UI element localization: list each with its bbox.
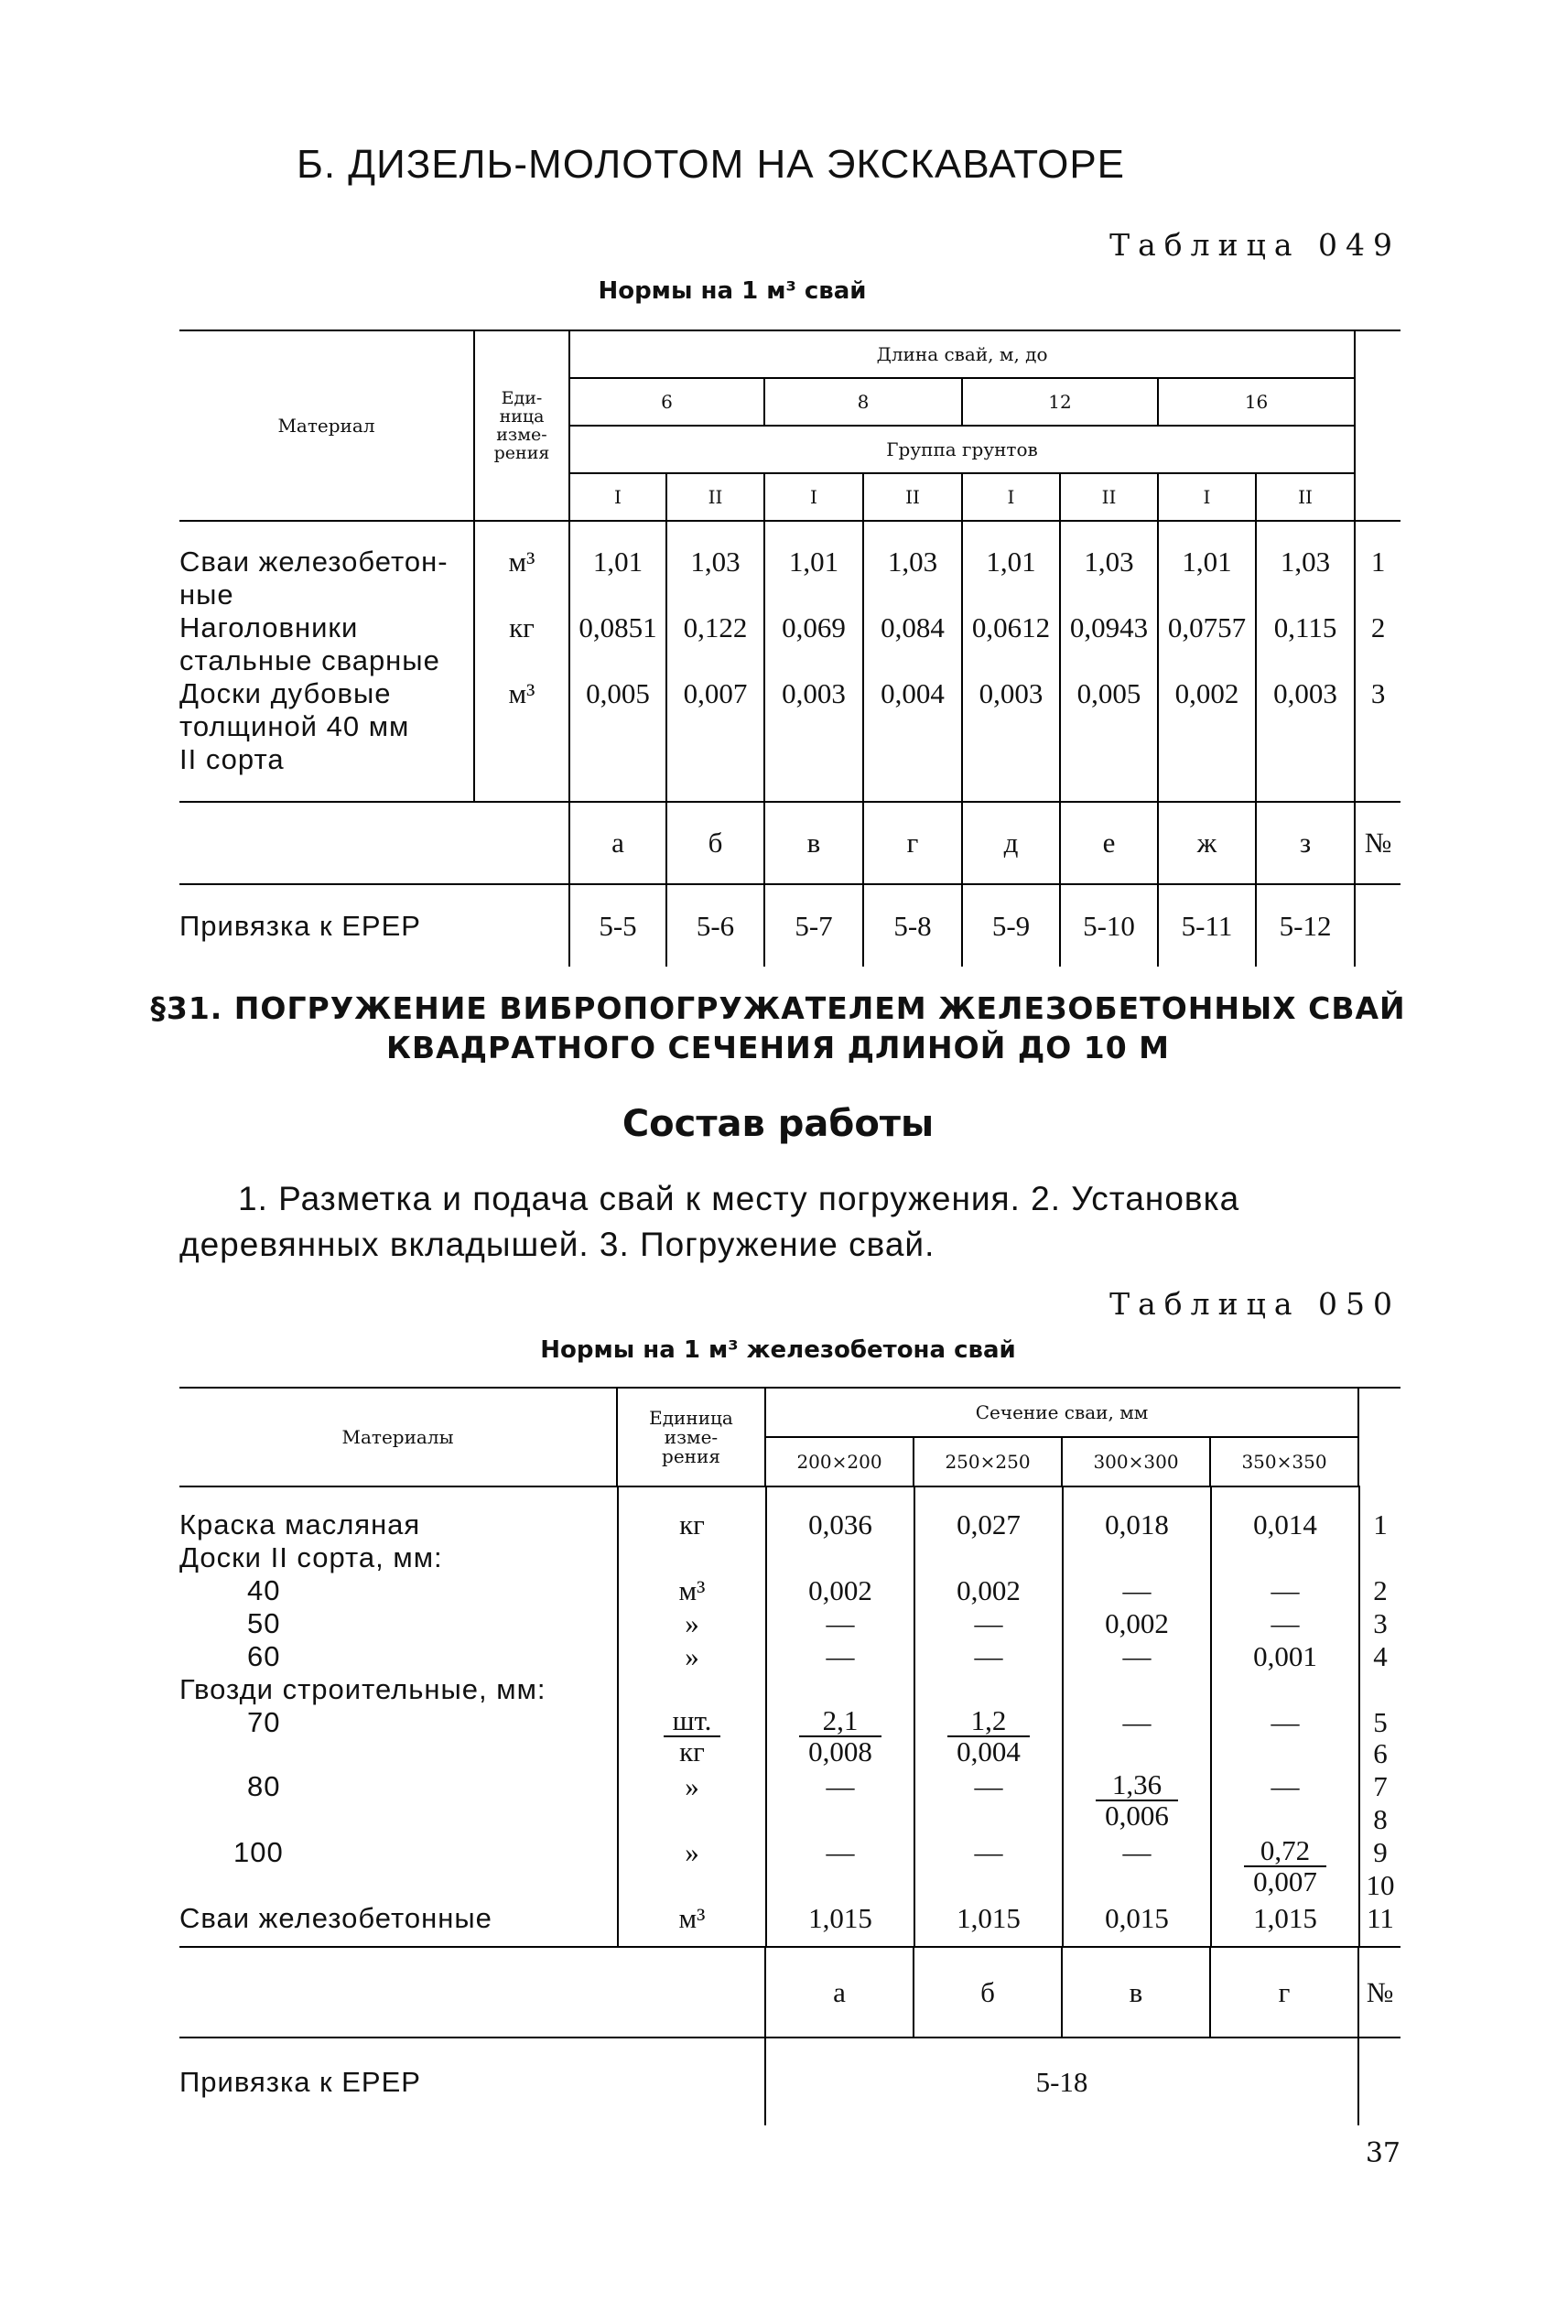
header-length: Длина свай, м, до [569, 330, 1355, 378]
number-sign: № [1355, 802, 1400, 884]
column-letter: а [765, 1948, 914, 2038]
section-31-title-line1: §31. ПОГРУЖЕНИЕ ВИБРОПОГРУЖАТЕЛЕМ ЖЕЛЕЗОБЕТОННЫХ СВАЙ [150, 990, 1406, 1026]
value-cell: — [826, 1607, 855, 1639]
link-code: 5-11 [1158, 884, 1256, 967]
column-letter: е [1060, 802, 1158, 884]
row-number: 2 [1355, 611, 1400, 677]
group-cell: II [1256, 473, 1355, 521]
value-cell: 0,122 [666, 611, 764, 677]
material-name: Наголовники стальные сварные [179, 611, 474, 677]
material-line: 100 [233, 1836, 284, 1868]
value-cell: — [1271, 1574, 1300, 1606]
section-31-title-line2: КВАДРАТНОГО СЕЧЕНИЯ ДЛИНОЙ ДО 10 М [385, 1030, 1171, 1065]
fraction-numerator: 2,1 [799, 1706, 881, 1737]
link-label: Привязка к ЕРЕР [179, 2065, 421, 2098]
value-cell: — [974, 1836, 1003, 1868]
value-cell: — [1122, 1640, 1152, 1672]
link-code: 5-9 [962, 884, 1060, 967]
value-cell: — [1271, 1706, 1300, 1738]
value-cell: — [826, 1770, 855, 1802]
row-number: 1 [1373, 1508, 1388, 1540]
value-cell: 0,001 [1253, 1640, 1317, 1672]
header-section: Сечение сваи, мм [765, 1388, 1358, 1437]
column-letter: д [962, 802, 1060, 884]
value-cell: — [1271, 1607, 1300, 1639]
section-size: 300×300 [1062, 1437, 1210, 1486]
row-number: 2 [1373, 1574, 1388, 1606]
value-cell: — [974, 1640, 1003, 1672]
table-050-footer [179, 1948, 1400, 2125]
value-cell: — [826, 1836, 855, 1868]
section-size: 250×250 [914, 1437, 1062, 1486]
table-049 [179, 330, 1400, 967]
length-12: 12 [962, 378, 1158, 426]
value-cell: 0,015 [1105, 1902, 1169, 1934]
unit-cell: м³ [474, 521, 569, 611]
group-cell: I [764, 473, 863, 521]
value-cell: 0,0612 [962, 611, 1060, 677]
value-cell: 0,036 [808, 1508, 872, 1540]
value-cell: 0,003 [962, 677, 1060, 802]
value-cell: 0,005 [569, 677, 666, 802]
material-line: 50 [247, 1607, 281, 1639]
section-size: 350×350 [1210, 1437, 1358, 1486]
unit-cell: » [685, 1607, 699, 1639]
column-letter: ж [1158, 802, 1256, 884]
value-cell: — [1122, 1706, 1152, 1738]
row-number: 11 [1367, 1902, 1394, 1934]
row-number: 5 [1373, 1706, 1388, 1738]
section-heading-b: Б. ДИЗЕЛЬ-МОЛОТОМ НА ЭКСКАВАТОРЕ [296, 142, 1126, 187]
value-cell: 0,002 [1158, 677, 1256, 802]
value-cell: 0,0757 [1158, 611, 1256, 677]
column-letter: г [863, 802, 962, 884]
value-cell: 1,03 [863, 521, 962, 611]
value-cell: 0,003 [1256, 677, 1355, 802]
row-number: 7 [1373, 1770, 1388, 1802]
length-6: 6 [569, 378, 764, 426]
value-cell: 1,03 [666, 521, 764, 611]
row-number: 3 [1373, 1607, 1388, 1639]
fraction-denominator: 0,008 [808, 1735, 872, 1767]
value-cell: — [1122, 1836, 1152, 1868]
column-letter: б [666, 802, 764, 884]
value-cell: 0,002 [957, 1574, 1021, 1606]
fraction-numerator: 1,2 [947, 1706, 1030, 1737]
unit-cell: кг [679, 1508, 705, 1540]
table-049-label: Таблица 049 [1109, 227, 1400, 263]
value-cell: 0,0943 [1060, 611, 1158, 677]
header-unit: Единица изме- рения [617, 1388, 765, 1486]
material-name: Сваи железобетон- ные [179, 521, 474, 611]
material-line: 70 [247, 1706, 281, 1738]
material-line: 40 [247, 1574, 281, 1606]
value-cell: 0,027 [957, 1508, 1021, 1540]
value-cell: 0,007 [666, 677, 764, 802]
material-line: Гвозди строительные, мм: [179, 1673, 546, 1705]
value-cell: 0,018 [1105, 1508, 1169, 1540]
column-letter: в [1062, 1948, 1210, 2038]
group-cell: I [569, 473, 666, 521]
group-cell: II [1060, 473, 1158, 521]
row-number: 4 [1373, 1640, 1388, 1672]
value-cell: 1,03 [1060, 521, 1158, 611]
row-number: 3 [1355, 677, 1400, 802]
row-number: 10 [1366, 1869, 1395, 1901]
fraction-denominator: 0,007 [1253, 1865, 1317, 1897]
table-050-header [179, 1387, 1400, 1487]
value-cell: — [974, 1770, 1003, 1802]
value-cell: 0,084 [863, 611, 962, 677]
value-cell: 0,014 [1253, 1508, 1317, 1540]
header-material: Материал [179, 330, 474, 521]
unit-cell: м³ [678, 1902, 706, 1934]
value-cell: 1,01 [569, 521, 666, 611]
value-cell: — [1271, 1770, 1300, 1802]
value-cell: 0,069 [764, 611, 863, 677]
fraction-denominator: 0,004 [957, 1735, 1021, 1767]
group-cell: I [962, 473, 1060, 521]
work-composition-line2: деревянных вкладышей. 3. Погружение свай. [179, 1226, 935, 1263]
column-letter: г [1210, 1948, 1358, 2038]
value-cell: 0,115 [1273, 611, 1337, 643]
column-letter: б [914, 1948, 1062, 2038]
fraction-numerator: 1,36 [1096, 1770, 1178, 1801]
value-fraction [1212, 1836, 1358, 1898]
value-fraction [767, 1706, 914, 1768]
value-cell: 1,01 [764, 521, 863, 611]
table-049-caption: Нормы на 1 м³ свай [598, 277, 867, 305]
header-materials: Материалы [179, 1388, 617, 1486]
row-number: 8 [1373, 1803, 1388, 1835]
unit-cell: » [685, 1836, 699, 1868]
table-050-caption: Нормы на 1 м³ железобетона свай [540, 1336, 1016, 1364]
value-cell: 0,0851 [569, 611, 666, 677]
link-code: 5-12 [1279, 909, 1332, 942]
material-line: 60 [247, 1640, 281, 1672]
material-line: Краска масляная [179, 1508, 421, 1540]
header-soil-group: Группа грунтов [569, 426, 1355, 473]
unit-cell: кг [474, 611, 569, 677]
link-code: 5-7 [764, 884, 863, 967]
column-letter: в [764, 802, 863, 884]
link-label: Привязка к ЕРЕР [179, 909, 421, 942]
value-cell: 1,015 [808, 1902, 872, 1934]
header-unit: Еди- ница изме- рения [474, 330, 569, 521]
fraction-denominator: 0,006 [1105, 1800, 1169, 1832]
link-code: 5-10 [1060, 884, 1158, 967]
row-number: 6 [1373, 1737, 1388, 1769]
value-cell: — [826, 1640, 855, 1672]
unit-cell: » [685, 1640, 699, 1672]
value-cell: 1,01 [962, 521, 1060, 611]
column-letter: з [1256, 802, 1355, 884]
length-8: 8 [764, 378, 962, 426]
length-16: 16 [1158, 378, 1355, 426]
link-code: 5-18 [1035, 2065, 1088, 2098]
unit-cell: » [685, 1770, 699, 1802]
unit-denominator: кг [679, 1735, 705, 1767]
link-code: 5-5 [569, 884, 666, 967]
page-number: 37 [1365, 2137, 1400, 2169]
work-composition-line1: 1. Разметка и подача свай к месту погружения. 2. Установка [238, 1180, 1240, 1217]
value-cell: 1,015 [1253, 1902, 1317, 1934]
row-number: 9 [1373, 1836, 1388, 1868]
group-cell: II [863, 473, 962, 521]
fraction-numerator: 0,72 [1244, 1836, 1326, 1867]
link-code: 5-8 [863, 884, 962, 967]
material-line: Доски II сорта, мм: [179, 1541, 443, 1573]
unit-fraction [619, 1706, 765, 1768]
value-cell: 0,002 [1105, 1607, 1169, 1639]
group-cell: I [1158, 473, 1256, 521]
unit-cell: м³ [474, 677, 569, 802]
value-fraction [915, 1706, 1062, 1768]
value-cell: 1,015 [957, 1902, 1021, 1934]
row-number: 1 [1355, 521, 1400, 611]
unit-numerator: шт. [664, 1706, 721, 1737]
table-050-label: Таблица 050 [1109, 1286, 1400, 1322]
value-cell: 0,004 [863, 677, 962, 802]
work-composition-heading: Состав работы [622, 1103, 935, 1145]
value-cell: 0,002 [808, 1574, 872, 1606]
value-cell: — [1122, 1574, 1152, 1606]
value-cell: 0,003 [764, 677, 863, 802]
material-name: Доски дубовые толщиной 40 мм II сорта [179, 677, 474, 802]
group-cell: II [666, 473, 764, 521]
unit-cell: м³ [678, 1574, 706, 1606]
value-fraction [1064, 1770, 1210, 1832]
number-sign: № [1358, 1948, 1400, 2038]
value-cell: 1,03 [1280, 546, 1331, 578]
material-line: 80 [247, 1770, 281, 1802]
value-cell: 0,005 [1060, 677, 1158, 802]
column-letter: а [569, 802, 666, 884]
value-cell: — [974, 1607, 1003, 1639]
section-size: 200×200 [765, 1437, 914, 1486]
link-code: 5-6 [666, 884, 764, 967]
value-cell: 1,01 [1158, 521, 1256, 611]
material-line: Сваи железобетонные [179, 1902, 492, 1934]
